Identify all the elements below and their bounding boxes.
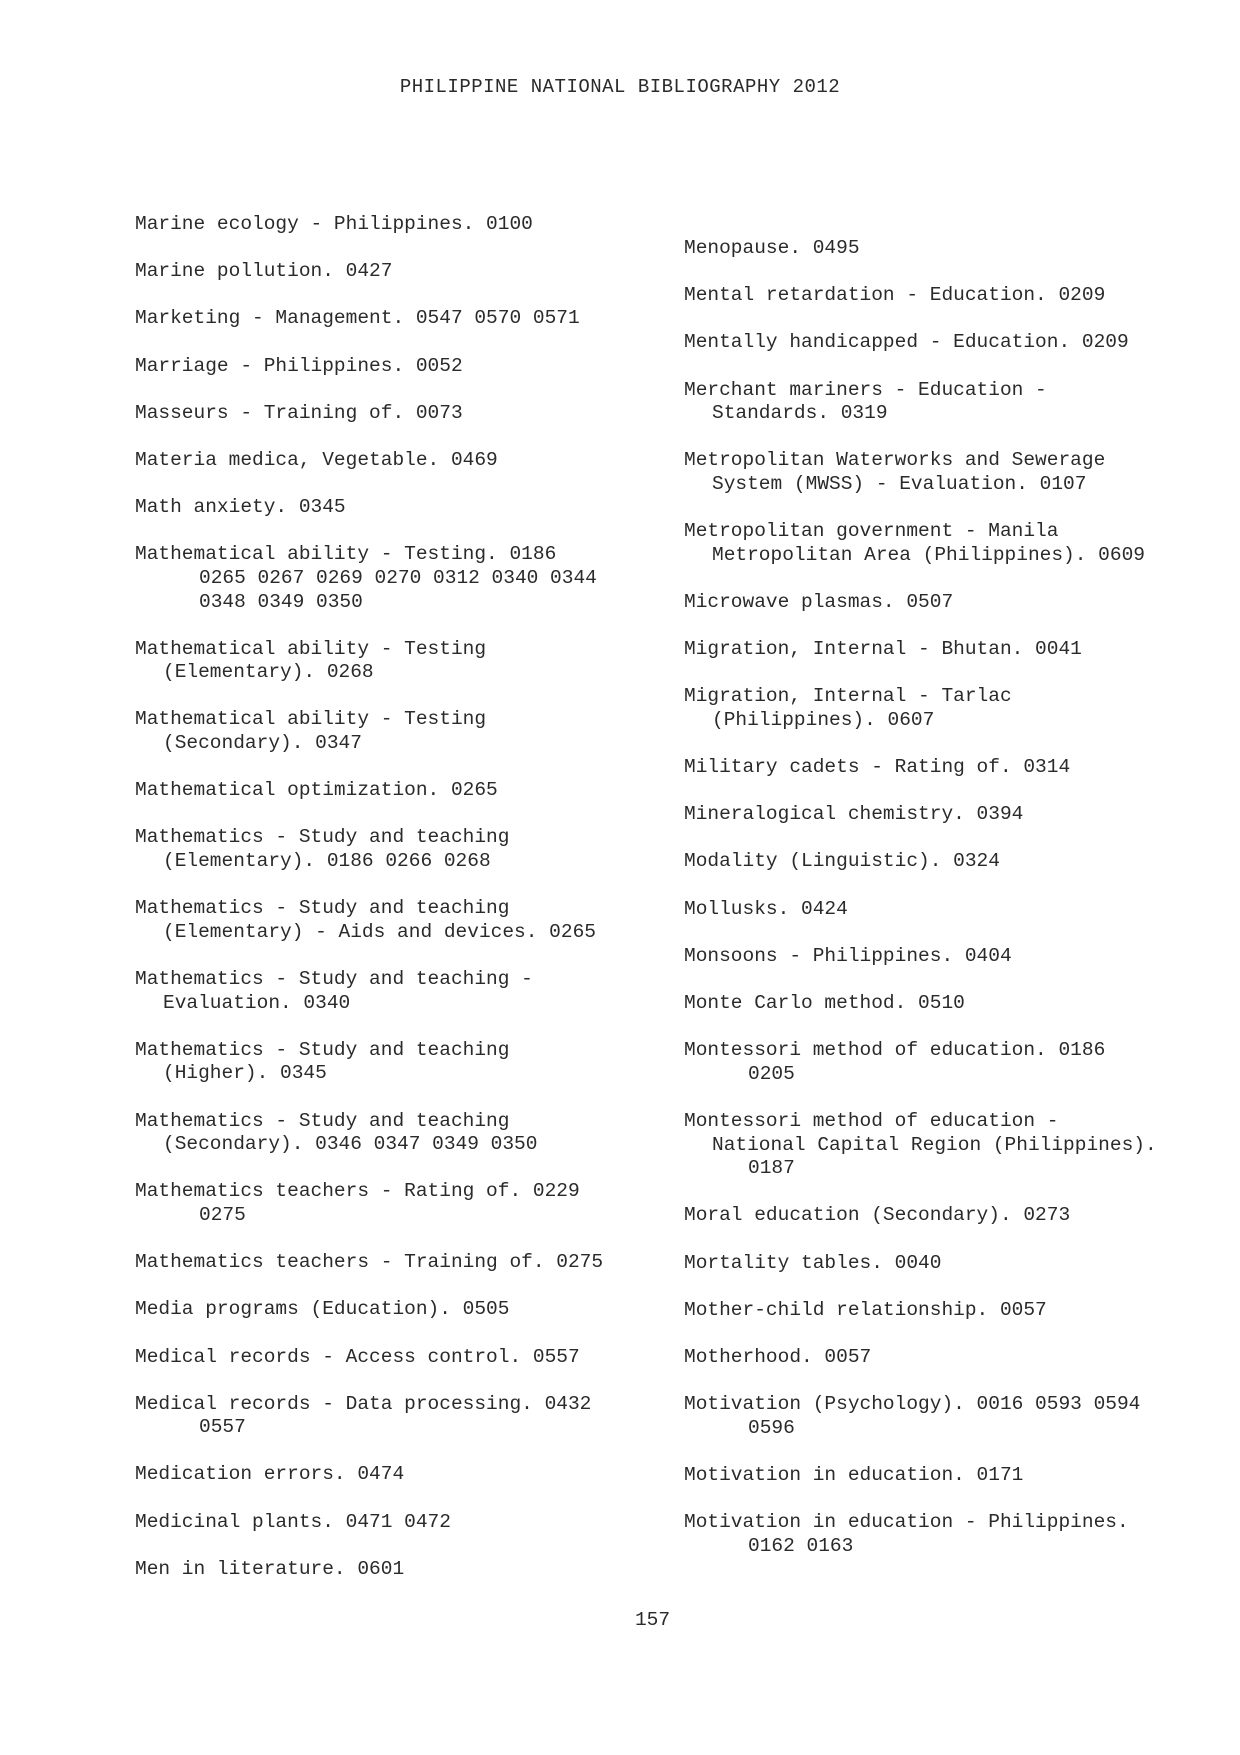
index-heading-line: Media programs (Education). 0505 (135, 1298, 510, 1321)
index-entry (135, 1298, 675, 1322)
index-continuation-line: (Secondary). 0346 0347 0349 0350 (163, 1133, 538, 1156)
index-continuation-line: 0162 0163 (748, 1534, 854, 1557)
index-heading-line: Monte Carlo method. 0510 (684, 992, 965, 1014)
index-heading-line: Montessori method of education. 0186 (684, 1039, 1106, 1062)
index-heading-line: Merchant mariners - Education - (684, 378, 1047, 401)
index-heading-line: Medicinal plants. 0471 0472 (135, 1510, 451, 1533)
index-entry (684, 520, 1240, 567)
index-entry (135, 968, 675, 1015)
index-continuation-line: (Elementary). 0268 (163, 661, 374, 684)
index-heading-line: Medication errors. 0474 (135, 1463, 405, 1486)
index-entry (684, 1346, 1240, 1370)
index-entry (135, 260, 675, 284)
index-heading-line: Migration, Internal - Bhutan. 0041 (684, 638, 1082, 661)
index-entry (135, 1393, 675, 1440)
index-entry (684, 1511, 1240, 1558)
index-heading-line: Mathematics teachers - Training of. 0275 (135, 1251, 604, 1274)
index-heading-line: Men in literature. 0601 (135, 1557, 405, 1580)
index-entry (684, 331, 1240, 355)
index-entry (684, 449, 1240, 496)
index-column-right (684, 237, 1240, 1582)
index-entry (135, 1110, 675, 1157)
index-entry (684, 379, 1240, 426)
index-heading-line: Motivation (Psychology). 0016 0593 0594 (684, 1393, 1141, 1416)
page-title: PHILIPPINE NATIONAL BIBLIOGRAPHY 2012 (399, 76, 841, 98)
index-heading-line: Mathematics - Study and teaching (135, 826, 510, 849)
index-entry (684, 685, 1240, 732)
index-continuation-line: 0557 (199, 1416, 246, 1439)
index-entry (135, 1039, 675, 1086)
index-heading-line: Marketing - Management. 0547 0570 0571 (135, 307, 580, 330)
index-continuation-line: Metropolitan Area (Philippines). 0609 (712, 543, 1145, 566)
index-entry (135, 307, 675, 331)
index-continuation-line: 0348 0349 0350 (199, 590, 363, 613)
index-heading-line: Mollusks. 0424 (684, 897, 848, 920)
index-entry (684, 1110, 1240, 1181)
index-heading-line: Monsoons - Philippines. 0404 (684, 944, 1012, 967)
index-entry (684, 284, 1240, 308)
index-entry (135, 1251, 675, 1275)
index-heading-line: Marine pollution. 0427 (135, 260, 393, 283)
index-continuation-line: (Elementary). 0186 0266 0268 (163, 850, 491, 873)
index-heading-line: Mortality tables. 0040 (684, 1251, 942, 1274)
index-entry (135, 779, 675, 803)
index-entry (135, 897, 675, 944)
index-heading-line: Mineralogical chemistry. 0394 (684, 803, 1024, 826)
index-entry (684, 1393, 1240, 1440)
index-entry (684, 1204, 1240, 1228)
index-heading-line: Marine ecology - Philippines. 0100 (135, 213, 533, 235)
index-heading-line: Mathematics teachers - Rating of. 0229 (135, 1180, 580, 1203)
index-heading-line: Montessori method of education - (684, 1109, 1059, 1132)
index-continuation-line: Evaluation. 0340 (163, 991, 351, 1014)
index-continuation-line: 0596 (748, 1416, 795, 1439)
index-heading-line: Military cadets - Rating of. 0314 (684, 756, 1071, 779)
index-continuation-line: System (MWSS) - Evaluation. 0107 (712, 472, 1087, 495)
index-entry (135, 826, 675, 873)
index-entry (135, 1558, 675, 1582)
index-entry (684, 1464, 1240, 1488)
index-heading-line: Menopause. 0495 (684, 237, 860, 259)
index-continuation-line: (Philippines). 0607 (712, 708, 935, 731)
index-heading-line: Mentally handicapped - Education. 0209 (684, 331, 1129, 354)
index-entry (684, 1252, 1240, 1276)
index-heading-line: Mathematics - Study and teaching (135, 897, 510, 920)
index-heading-line: Metropolitan Waterworks and Sewerage (684, 449, 1106, 472)
index-heading-line: Microwave plasmas. 0507 (684, 590, 954, 613)
index-heading-line: Mathematical ability - Testing. 0186 (135, 543, 557, 566)
index-heading-line: Marriage - Philippines. 0052 (135, 354, 463, 377)
index-entry (135, 355, 675, 379)
index-entry (135, 1463, 675, 1487)
index-entry (684, 898, 1240, 922)
index-heading-line: Materia medica, Vegetable. 0469 (135, 448, 498, 471)
index-heading-line: Medical records - Access control. 0557 (135, 1345, 580, 1368)
index-continuation-line: (Secondary). 0347 (163, 732, 362, 755)
index-heading-line: Medical records - Data processing. 0432 (135, 1392, 592, 1415)
index-heading-line: Mathematics - Study and teaching (135, 1038, 510, 1061)
index-entry (135, 213, 675, 237)
index-continuation-line: 0265 0267 0269 0270 0312 0340 0344 (199, 566, 597, 589)
index-entry (684, 992, 1240, 1016)
index-entry (684, 1039, 1240, 1086)
index-column-left (135, 213, 675, 1605)
index-heading-line: Mother-child relationship. 0057 (684, 1298, 1047, 1321)
index-continuation-line: (Higher). 0345 (163, 1062, 327, 1085)
index-entry (684, 756, 1240, 780)
index-entry (135, 402, 675, 426)
index-entry (684, 591, 1240, 615)
index-entry (135, 449, 675, 473)
index-entry (135, 638, 675, 685)
index-entry (684, 945, 1240, 969)
index-entry (135, 1511, 675, 1535)
index-continuation-line: 0187 (748, 1157, 795, 1180)
index-heading-line: Math anxiety. 0345 (135, 496, 346, 519)
index-continuation-line: National Capital Region (Philippines). (712, 1133, 1157, 1156)
index-entry (135, 543, 675, 614)
index-heading-line: Masseurs - Training of. 0073 (135, 401, 463, 424)
index-entry (684, 1299, 1240, 1323)
index-heading-line: Motherhood. 0057 (684, 1345, 872, 1368)
index-entry (135, 1346, 675, 1370)
index-continuation-line: 0205 (748, 1062, 795, 1085)
index-continuation-line: (Elementary) - Aids and devices. 0265 (163, 920, 596, 943)
index-heading-line: Mathematical ability - Testing (135, 637, 487, 660)
index-continuation-line: 0275 (199, 1203, 246, 1226)
index-heading-line: Mental retardation - Education. 0209 (684, 284, 1106, 307)
index-entry (684, 850, 1240, 874)
index-entry (684, 237, 1240, 261)
index-heading-line: Motivation in education. 0171 (684, 1463, 1024, 1486)
index-heading-line: Mathematics - Study and teaching (135, 1109, 510, 1132)
index-entry (135, 1180, 675, 1227)
index-entry (684, 638, 1240, 662)
index-heading-line: Moral education (Secondary). 0273 (684, 1204, 1071, 1227)
index-heading-line: Modality (Linguistic). 0324 (684, 850, 1000, 873)
index-heading-line: Migration, Internal - Tarlac (684, 685, 1012, 708)
page-number: 157 (634, 1609, 671, 1631)
index-heading-line: Motivation in education - Philippines. (684, 1511, 1129, 1534)
index-heading-line: Metropolitan government - Manila (684, 520, 1059, 543)
index-heading-line: Mathematical ability - Testing (135, 708, 487, 731)
index-entry (684, 803, 1240, 827)
index-heading-line: Mathematical optimization. 0265 (135, 779, 498, 802)
index-heading-line: Mathematics - Study and teaching - (135, 968, 533, 990)
index-continuation-line: Standards. 0319 (712, 402, 888, 425)
index-entry (135, 708, 675, 755)
index-entry (135, 496, 675, 520)
